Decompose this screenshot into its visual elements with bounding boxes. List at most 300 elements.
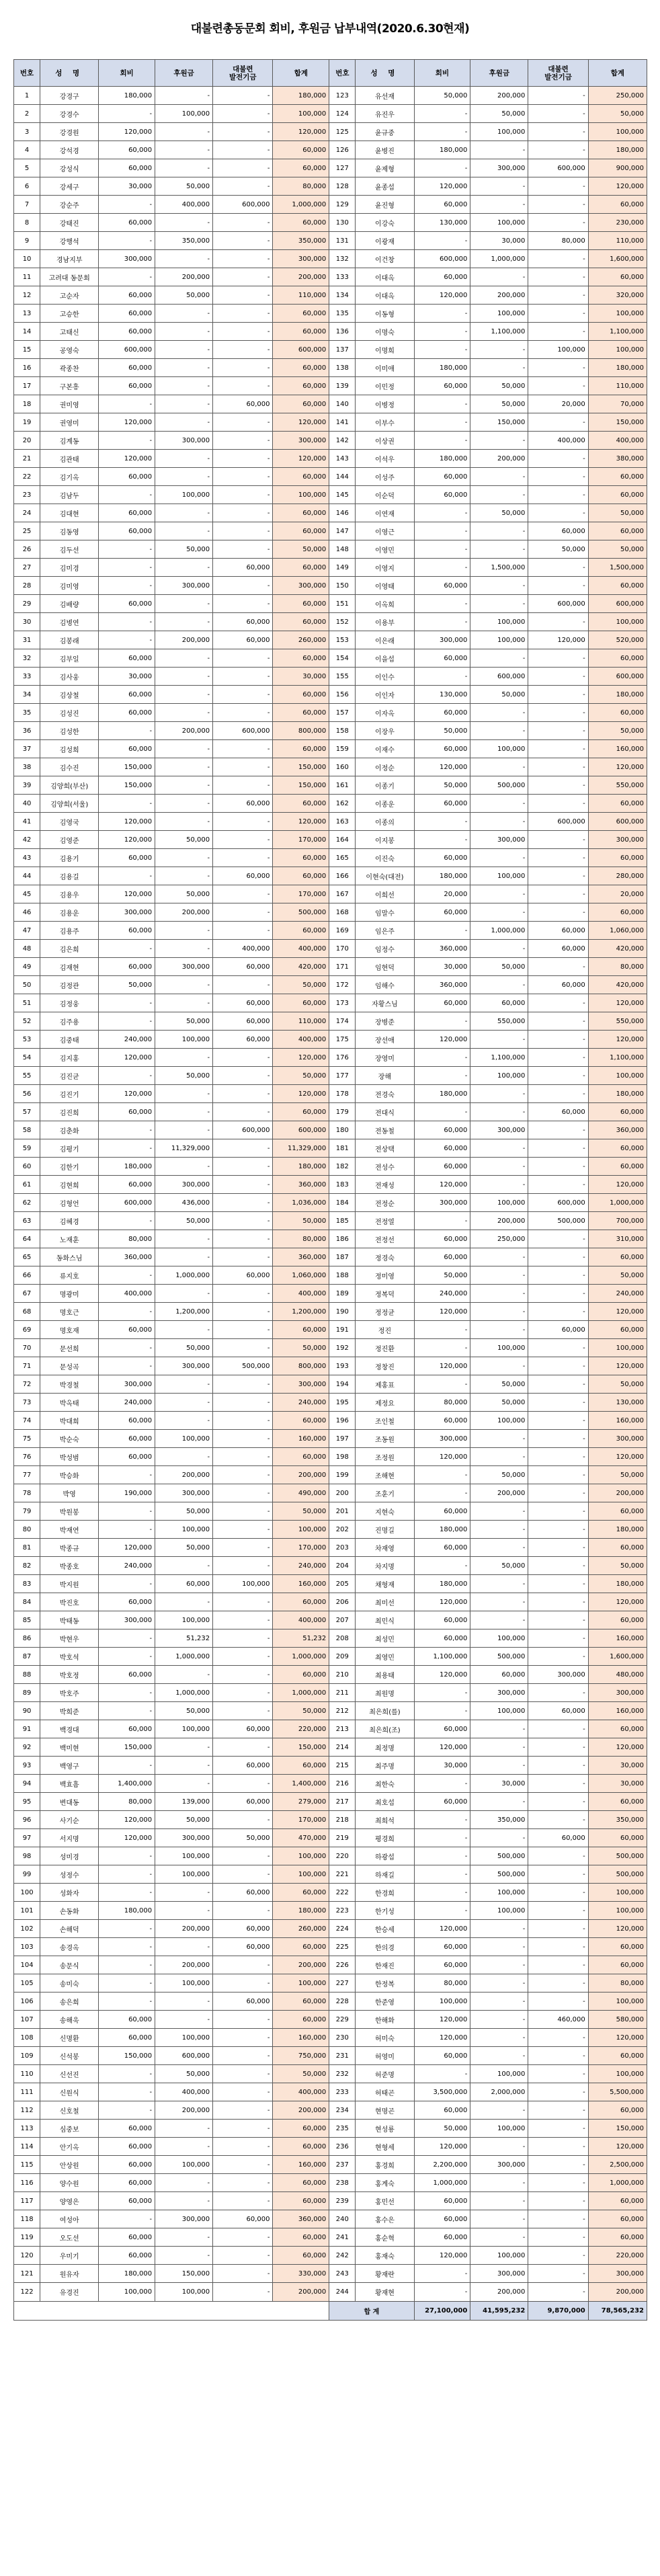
table-row (14, 940, 647, 958)
fee-cell-right: - (414, 413, 470, 432)
table-row (14, 177, 647, 196)
fund-cell-left: - (213, 922, 273, 940)
row-number-left: 53 (14, 1031, 40, 1049)
donation-cell-right: - (470, 1266, 528, 1285)
fee-cell-left: 60,000 (99, 286, 155, 305)
member-name-right: 최희석 (356, 1811, 414, 1829)
donation-cell-right: - (470, 813, 528, 831)
sum-cell-left: 800,000 (273, 1357, 329, 1375)
fund-cell-left: - (213, 1611, 273, 1629)
member-name-right: 이현숙(대전) (356, 867, 414, 885)
row-number-right: 139 (329, 377, 356, 395)
table-row (14, 867, 647, 885)
member-name-left: 신원식 (40, 2083, 99, 2101)
table-row (14, 1720, 647, 1738)
member-name-left: 박진호 (40, 1593, 99, 1611)
fund-cell-left: - (213, 1629, 273, 1648)
sum-cell-left: 60,000 (273, 704, 329, 722)
fund-cell-right: - (528, 1539, 588, 1557)
fee-cell-right: 600,000 (414, 250, 470, 268)
table-footer (14, 2302, 647, 2321)
donation-cell-left: - (155, 1321, 213, 1339)
member-name-right: 한의경 (356, 1938, 414, 1956)
row-number-right: 174 (329, 1012, 356, 1031)
fee-cell-right: - (414, 540, 470, 559)
donation-cell-right: 600,000 (470, 668, 528, 686)
fee-cell-left: 60,000 (99, 504, 155, 522)
fee-cell-right: - (414, 2065, 470, 2083)
fund-cell-left: - (213, 1394, 273, 1412)
fund-cell-left: 60,000 (213, 1920, 273, 1938)
table-row (14, 1666, 647, 1684)
fund-cell-right: - (528, 2174, 588, 2192)
member-name-right: 이건창 (356, 250, 414, 268)
member-name-left: 동화스님 (40, 1248, 99, 1266)
fee-cell-left: - (99, 1121, 155, 1139)
fund-cell-right: - (528, 1884, 588, 1902)
row-number-right: 143 (329, 450, 356, 468)
fee-cell-right: 180,000 (414, 867, 470, 885)
sum-cell-right: 100,000 (588, 1339, 647, 1357)
fee-cell-left: 60,000 (99, 377, 155, 395)
member-name-right: 제홍표 (356, 1375, 414, 1394)
fund-cell-right: 600,000 (528, 813, 588, 831)
fund-cell-left: - (213, 1738, 273, 1757)
member-name-right: 이민정 (356, 377, 414, 395)
row-number-right: 223 (329, 1902, 356, 1920)
sum-cell-right: 600,000 (588, 595, 647, 613)
donation-cell-left: - (155, 1557, 213, 1575)
sum-cell-right: 700,000 (588, 1212, 647, 1230)
fund-cell-right: - (528, 1684, 588, 1702)
fund-cell-left: - (213, 123, 273, 141)
fee-cell-right: 240,000 (414, 1285, 470, 1303)
member-name-left: 박종호 (40, 1557, 99, 1575)
fund-cell-left: 100,000 (213, 1575, 273, 1593)
member-name-right: 윤제형 (356, 159, 414, 177)
fee-cell-right: - (414, 1321, 470, 1339)
row-number-left: 34 (14, 686, 40, 704)
row-number-right: 177 (329, 1067, 356, 1085)
member-name-left: 백효흠 (40, 1775, 99, 1793)
row-number-left: 87 (14, 1648, 40, 1666)
sum-cell-left: 60,000 (273, 613, 329, 631)
fund-cell-left: - (213, 1339, 273, 1357)
member-name-left: 김성희 (40, 740, 99, 758)
row-number-left: 26 (14, 540, 40, 559)
member-name-right: 정미영 (356, 1266, 414, 1285)
member-name-left: 양영은 (40, 2192, 99, 2210)
member-name-left: 강경구 (40, 87, 99, 105)
sum-cell-right: 120,000 (588, 2029, 647, 2047)
row-number-left: 89 (14, 1684, 40, 1702)
donation-cell-left: 60,000 (155, 1575, 213, 1593)
sum-cell-right: 60,000 (588, 1103, 647, 1121)
fee-cell-right: - (414, 559, 470, 577)
sum-cell-right: 250,000 (588, 87, 647, 105)
donation-cell-right: - (470, 2192, 528, 2210)
table-row (14, 1103, 647, 1121)
sum-cell-right: 100,000 (588, 613, 647, 631)
donation-cell-right: - (470, 1793, 528, 1811)
row-number-left: 119 (14, 2228, 40, 2247)
donation-cell-right: - (470, 432, 528, 450)
page-title: 대불련총동문회 회비, 후원금 납부내역(2020.6.30현재) (190, 22, 470, 36)
table-row (14, 1357, 647, 1375)
table-row (14, 1847, 647, 1865)
fee-cell-left: 60,000 (99, 1430, 155, 1448)
donation-cell-right: - (470, 1085, 528, 1103)
fund-cell-right: - (528, 450, 588, 468)
donation-cell-right: 100,000 (470, 1194, 528, 1212)
member-name-left: 변대동 (40, 1793, 99, 1811)
fund-cell-right: - (528, 2265, 588, 2283)
donation-cell-right: - (470, 885, 528, 903)
header-name-left: 성 명 (40, 60, 99, 87)
fee-cell-left: 120,000 (99, 413, 155, 432)
member-name-right: 이영태 (356, 577, 414, 595)
sum-cell-left: 60,000 (273, 2192, 329, 2210)
fee-cell-right: - (414, 922, 470, 940)
fund-cell-right: - (528, 649, 588, 668)
member-name-left: 김기옥 (40, 468, 99, 486)
member-name-right: 차재영 (356, 1539, 414, 1557)
row-number-left: 77 (14, 1466, 40, 1484)
fee-cell-right: - (414, 504, 470, 522)
row-number-right: 225 (329, 1938, 356, 1956)
donation-cell-right: 500,000 (470, 1847, 528, 1865)
fee-cell-left: 600,000 (99, 1194, 155, 1212)
member-name-right: 최주명 (356, 1757, 414, 1775)
donation-cell-left: 300,000 (155, 1176, 213, 1194)
row-number-left: 98 (14, 1847, 40, 1865)
sum-cell-right: 200,000 (588, 2283, 647, 2302)
donation-cell-right: - (470, 468, 528, 486)
donation-cell-right: - (470, 196, 528, 214)
row-number-left: 8 (14, 214, 40, 232)
member-name-left: 강행석 (40, 232, 99, 250)
fund-cell-right: - (528, 1593, 588, 1611)
fund-cell-right: - (528, 105, 588, 123)
donation-cell-left: 436,000 (155, 1194, 213, 1212)
row-number-right: 230 (329, 2029, 356, 2047)
table-row (14, 1321, 647, 1339)
fee-cell-right: 180,000 (414, 359, 470, 377)
donation-cell-right: - (470, 976, 528, 994)
donation-cell-right: - (470, 1158, 528, 1176)
donation-cell-left: 50,000 (155, 1502, 213, 1521)
sum-cell-right: 1,600,000 (588, 1648, 647, 1666)
fee-cell-left: 600,000 (99, 341, 155, 359)
header-name-right: 성 명 (356, 60, 414, 87)
donation-cell-right: 200,000 (470, 450, 528, 468)
member-name-left: 안상원 (40, 2156, 99, 2174)
member-name-right: 홍재숙 (356, 2247, 414, 2265)
row-number-right: 204 (329, 1557, 356, 1575)
donation-cell-left: 50,000 (155, 1702, 213, 1720)
member-name-right: 이자옥 (356, 704, 414, 722)
row-number-left: 80 (14, 1521, 40, 1539)
fund-cell-right: - (528, 1448, 588, 1466)
row-number-left: 2 (14, 105, 40, 123)
sum-cell-left: 60,000 (273, 159, 329, 177)
member-name-left: 김용기 (40, 849, 99, 867)
donation-cell-right: - (470, 1303, 528, 1321)
row-number-right: 222 (329, 1884, 356, 1902)
row-number-right: 236 (329, 2138, 356, 2156)
fund-cell-right: - (528, 1938, 588, 1956)
row-number-right: 199 (329, 1466, 356, 1484)
sum-cell-left: 1,000,000 (273, 1684, 329, 1702)
member-name-left: 오도선 (40, 2228, 99, 2247)
donation-cell-right: - (470, 2047, 528, 2065)
member-name-left: 서지명 (40, 1829, 99, 1847)
donation-cell-right: 100,000 (470, 305, 528, 323)
donation-cell-left: - (155, 2228, 213, 2247)
sum-cell-left: 150,000 (273, 776, 329, 795)
row-number-left: 61 (14, 1176, 40, 1194)
fee-cell-right: - (414, 813, 470, 831)
table-row (14, 740, 647, 758)
donation-cell-left: 200,000 (155, 1956, 213, 1974)
fee-cell-right: - (414, 323, 470, 341)
member-name-left: 박영 (40, 1484, 99, 1502)
donation-cell-right: - (470, 359, 528, 377)
fee-cell-right: 50,000 (414, 1266, 470, 1285)
donation-cell-left: 200,000 (155, 903, 213, 922)
fund-cell-left: 500,000 (213, 1357, 273, 1375)
fee-cell-right: 120,000 (414, 2138, 470, 2156)
member-name-right: 전성수 (356, 1158, 414, 1176)
table-row (14, 922, 647, 940)
row-number-right: 241 (329, 2228, 356, 2247)
table-row (14, 559, 647, 577)
donation-cell-right: 100,000 (470, 1702, 528, 1720)
donation-cell-right: 300,000 (470, 159, 528, 177)
member-name-left: 성정수 (40, 1865, 99, 1884)
table-row (14, 2192, 647, 2210)
fund-cell-left: - (213, 2083, 273, 2101)
fund-cell-right: - (528, 577, 588, 595)
donation-cell-right: 2,000,000 (470, 2083, 528, 2101)
donation-cell-left: - (155, 1775, 213, 1793)
fund-cell-left: - (213, 1502, 273, 1521)
row-number-right: 141 (329, 413, 356, 432)
donation-cell-left: 400,000 (155, 2083, 213, 2101)
table-row (14, 1266, 647, 1285)
member-name-left: 김상철 (40, 686, 99, 704)
donation-cell-left: 50,000 (155, 1212, 213, 1230)
donation-cell-left: 100,000 (155, 1865, 213, 1884)
fund-cell-right: 50,000 (528, 540, 588, 559)
table-row (14, 1339, 647, 1357)
donation-cell-right: - (470, 1757, 528, 1775)
donation-cell-right: - (470, 704, 528, 722)
member-name-left: 김성진 (40, 704, 99, 722)
donation-cell-left: 100,000 (155, 486, 213, 504)
table-row (14, 2265, 647, 2283)
row-number-right: 130 (329, 214, 356, 232)
table-row (14, 1775, 647, 1793)
member-name-left: 손동화 (40, 1902, 99, 1920)
fee-cell-left: 240,000 (99, 1031, 155, 1049)
sum-cell-right: 60,000 (588, 1938, 647, 1956)
sum-cell-left: 1,060,000 (273, 1266, 329, 1285)
table-row (14, 1176, 647, 1194)
member-name-left: 우미기 (40, 2247, 99, 2265)
sum-cell-right: 180,000 (588, 1575, 647, 1593)
donation-cell-right: - (470, 577, 528, 595)
fund-cell-left: - (213, 668, 273, 686)
row-number-right: 129 (329, 196, 356, 214)
fund-cell-left: - (213, 2192, 273, 2210)
donation-cell-right: - (470, 1539, 528, 1557)
row-number-right: 211 (329, 1684, 356, 1702)
sum-cell-right: 380,000 (588, 450, 647, 468)
row-number-left: 99 (14, 1865, 40, 1884)
donation-cell-left: - (155, 504, 213, 522)
row-number-left: 93 (14, 1757, 40, 1775)
fund-cell-left: - (213, 1103, 273, 1121)
sum-cell-left: 200,000 (273, 2283, 329, 2302)
fund-cell-right: - (528, 196, 588, 214)
fund-cell-right: - (528, 2065, 588, 2083)
fee-cell-right: 50,000 (414, 722, 470, 740)
fee-cell-left: - (99, 1502, 155, 1521)
donation-cell-left: 1,000,000 (155, 1266, 213, 1285)
fee-cell-left: 60,000 (99, 159, 155, 177)
row-number-right: 231 (329, 2047, 356, 2065)
sum-cell-left: 60,000 (273, 214, 329, 232)
fee-cell-right: 60,000 (414, 1121, 470, 1139)
row-number-right: 156 (329, 686, 356, 704)
sum-cell-left: 120,000 (273, 123, 329, 141)
fund-cell-right: - (528, 1248, 588, 1266)
donation-cell-left: 100,000 (155, 1720, 213, 1738)
fund-cell-left: 60,000 (213, 1031, 273, 1049)
sum-cell-left: 1,200,000 (273, 1303, 329, 1321)
fund-cell-right: - (528, 1375, 588, 1394)
donation-cell-left: 50,000 (155, 1811, 213, 1829)
fund-cell-right: - (528, 722, 588, 740)
member-name-left: 고태신 (40, 323, 99, 341)
total-row (14, 2302, 647, 2321)
fee-cell-right: - (414, 1884, 470, 1902)
donation-cell-right: 1,100,000 (470, 323, 528, 341)
fee-cell-right: - (414, 1212, 470, 1230)
member-name-left: 김진균 (40, 1067, 99, 1085)
donation-cell-left: 50,000 (155, 540, 213, 559)
donation-cell-left: - (155, 994, 213, 1012)
fund-cell-right: - (528, 2029, 588, 2047)
table-row (14, 2029, 647, 2047)
sum-cell-left: 100,000 (273, 1974, 329, 1993)
donation-cell-left: - (155, 2138, 213, 2156)
table-row (14, 1757, 647, 1775)
table-row (14, 323, 647, 341)
fee-cell-left: 60,000 (99, 1720, 155, 1738)
table-row (14, 450, 647, 468)
table-row (14, 1194, 647, 1212)
sum-cell-right: 120,000 (588, 994, 647, 1012)
fee-cell-left: 300,000 (99, 250, 155, 268)
row-number-right: 227 (329, 1974, 356, 1993)
sum-cell-left: 180,000 (273, 87, 329, 105)
fund-cell-left: - (213, 1539, 273, 1557)
fund-cell-right: 460,000 (528, 2011, 588, 2029)
sum-cell-right: 60,000 (588, 2228, 647, 2247)
table-row (14, 1811, 647, 1829)
row-number-left: 5 (14, 159, 40, 177)
fee-cell-right: 120,000 (414, 2247, 470, 2265)
fee-cell-left: 60,000 (99, 2247, 155, 2265)
fund-cell-right: - (528, 468, 588, 486)
fee-cell-left: 120,000 (99, 1829, 155, 1847)
fee-cell-left: - (99, 1521, 155, 1539)
fund-cell-right: - (528, 2120, 588, 2138)
donation-cell-left: 100,000 (155, 1521, 213, 1539)
donation-cell-left: - (155, 1285, 213, 1303)
donation-cell-left: - (155, 559, 213, 577)
fund-cell-left: - (213, 2011, 273, 2029)
table-row (14, 1884, 647, 1902)
fee-cell-right: - (414, 2265, 470, 2283)
sum-cell-left: 60,000 (273, 323, 329, 341)
fund-cell-left: - (213, 758, 273, 776)
fund-cell-left: - (213, 1212, 273, 1230)
row-number-right: 172 (329, 976, 356, 994)
member-name-left: 고려대 동문회 (40, 268, 99, 286)
fund-cell-left: - (213, 305, 273, 323)
fee-cell-right: - (414, 395, 470, 413)
fee-cell-left: - (99, 940, 155, 958)
sum-cell-right: 300,000 (588, 831, 647, 849)
donation-cell-left: 11,329,000 (155, 1139, 213, 1158)
table-row (14, 885, 647, 903)
member-name-right: 이대옥 (356, 268, 414, 286)
fund-cell-right: - (528, 1847, 588, 1865)
sum-cell-right: 600,000 (588, 813, 647, 831)
member-name-right: 이종운 (356, 795, 414, 813)
member-name-right: 홍수은 (356, 2210, 414, 2228)
table-row (14, 1412, 647, 1430)
sum-cell-left: 300,000 (273, 577, 329, 595)
donation-cell-right: 100,000 (470, 2065, 528, 2083)
row-number-right: 178 (329, 1085, 356, 1103)
row-number-left: 60 (14, 1158, 40, 1176)
sum-cell-left: 60,000 (273, 1757, 329, 1775)
donation-cell-left: - (155, 359, 213, 377)
member-name-left: 신선진 (40, 2065, 99, 2083)
fund-cell-left: - (213, 776, 273, 795)
sum-cell-left: 50,000 (273, 2065, 329, 2083)
row-number-right: 229 (329, 2011, 356, 2029)
fund-cell-right: - (528, 504, 588, 522)
fee-cell-right: 60,000 (414, 2101, 470, 2120)
total-label: 합 계 (329, 2302, 414, 2321)
member-name-right: 한재진 (356, 1956, 414, 1974)
row-number-right: 153 (329, 631, 356, 649)
fee-cell-right: - (414, 232, 470, 250)
fee-cell-right: - (414, 341, 470, 359)
fee-cell-left: 60,000 (99, 2011, 155, 2029)
row-number-right: 171 (329, 958, 356, 976)
sum-cell-right: 60,000 (588, 1829, 647, 1847)
donation-cell-left: 51,232 (155, 1629, 213, 1648)
donation-cell-right: 250,000 (470, 1230, 528, 1248)
sum-cell-right: 360,000 (588, 1121, 647, 1139)
sum-cell-right: 60,000 (588, 1248, 647, 1266)
